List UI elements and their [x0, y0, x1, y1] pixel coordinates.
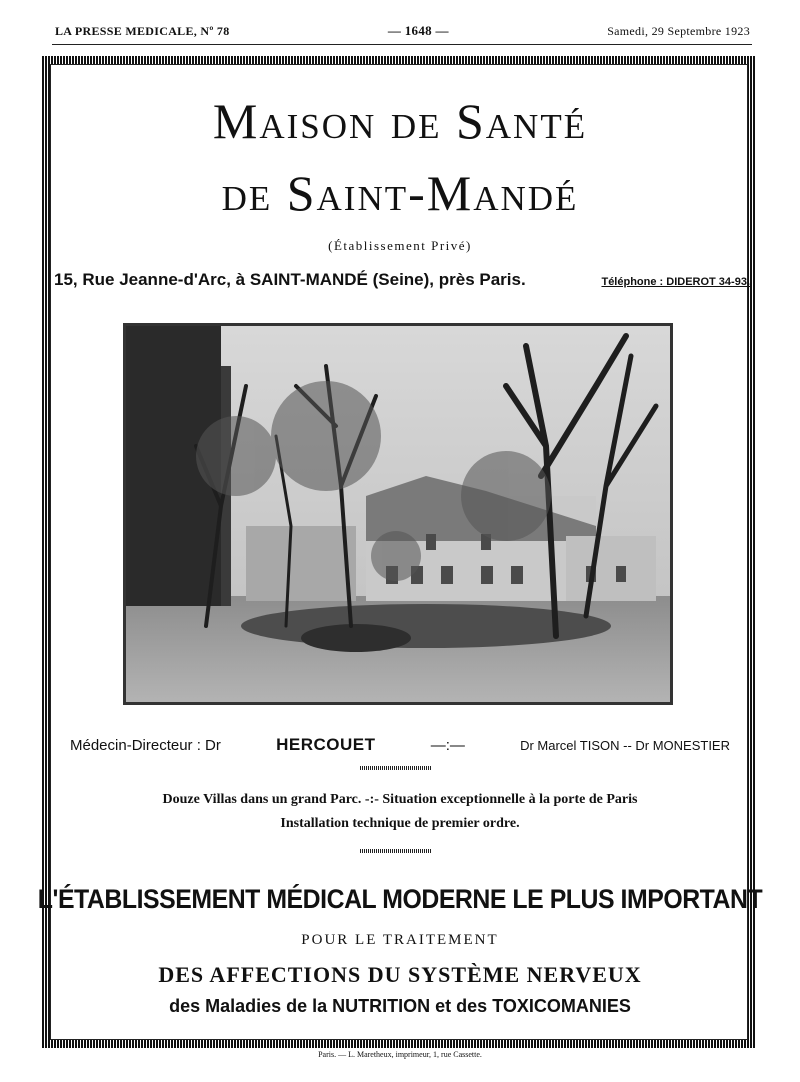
- address: 15, Rue Jeanne-d'Arc, à SAINT-MANDÉ (Seine), près Paris.: [54, 270, 526, 289]
- journal-title: LA PRESSE MEDICALE, Nº 78: [55, 23, 230, 38]
- printer-imprint: Paris. — L. Maretheux, imprimeur, 1, rue Cassette.: [318, 1050, 482, 1059]
- ornament-rule: [360, 766, 432, 770]
- feature-line-2: Installation technique de premier ordre.: [280, 816, 520, 831]
- telephone: Téléphone : DIDEROT 34-93.: [601, 276, 750, 288]
- header-rule: [52, 44, 752, 45]
- maladies-line: des Maladies de la NUTRITION et des TOXICOMANIES: [169, 996, 631, 1016]
- ornament-rule: [360, 849, 432, 853]
- director-name: HERCOUET: [276, 735, 376, 754]
- photo-illustration: [126, 326, 670, 702]
- treatment-label: POUR LE TRAITEMENT: [301, 932, 499, 948]
- page-number: — 1648 —: [387, 23, 449, 38]
- staff-separator: —:—: [430, 737, 465, 754]
- headline: L'ÉTABLISSEMENT MÉDICAL MODERNE LE PLUS IMPORTANT: [37, 884, 763, 914]
- title-line-2: de Saint-Mandé: [221, 165, 579, 221]
- park-photograph: [123, 323, 673, 705]
- staff-line: [70, 735, 730, 755]
- running-header: [55, 20, 750, 42]
- director-label: Médecin-Directeur : Dr: [70, 737, 221, 754]
- title-line-1: Maison de Santé: [212, 93, 588, 149]
- issue-date: Samedi, 29 Septembre 1923: [607, 23, 750, 38]
- feature-line-1: Douze Villas dans un grand Parc. -:- Situation exceptionnelle à la porte de Paris: [162, 792, 638, 807]
- other-doctors: Dr Marcel TISON -- Dr MONESTIER: [520, 738, 730, 753]
- affections-line: DES AFFECTIONS DU SYSTÈME NERVEUX: [158, 962, 642, 987]
- subtitle: (Établissement Privé): [328, 238, 472, 253]
- address-line: [54, 270, 750, 290]
